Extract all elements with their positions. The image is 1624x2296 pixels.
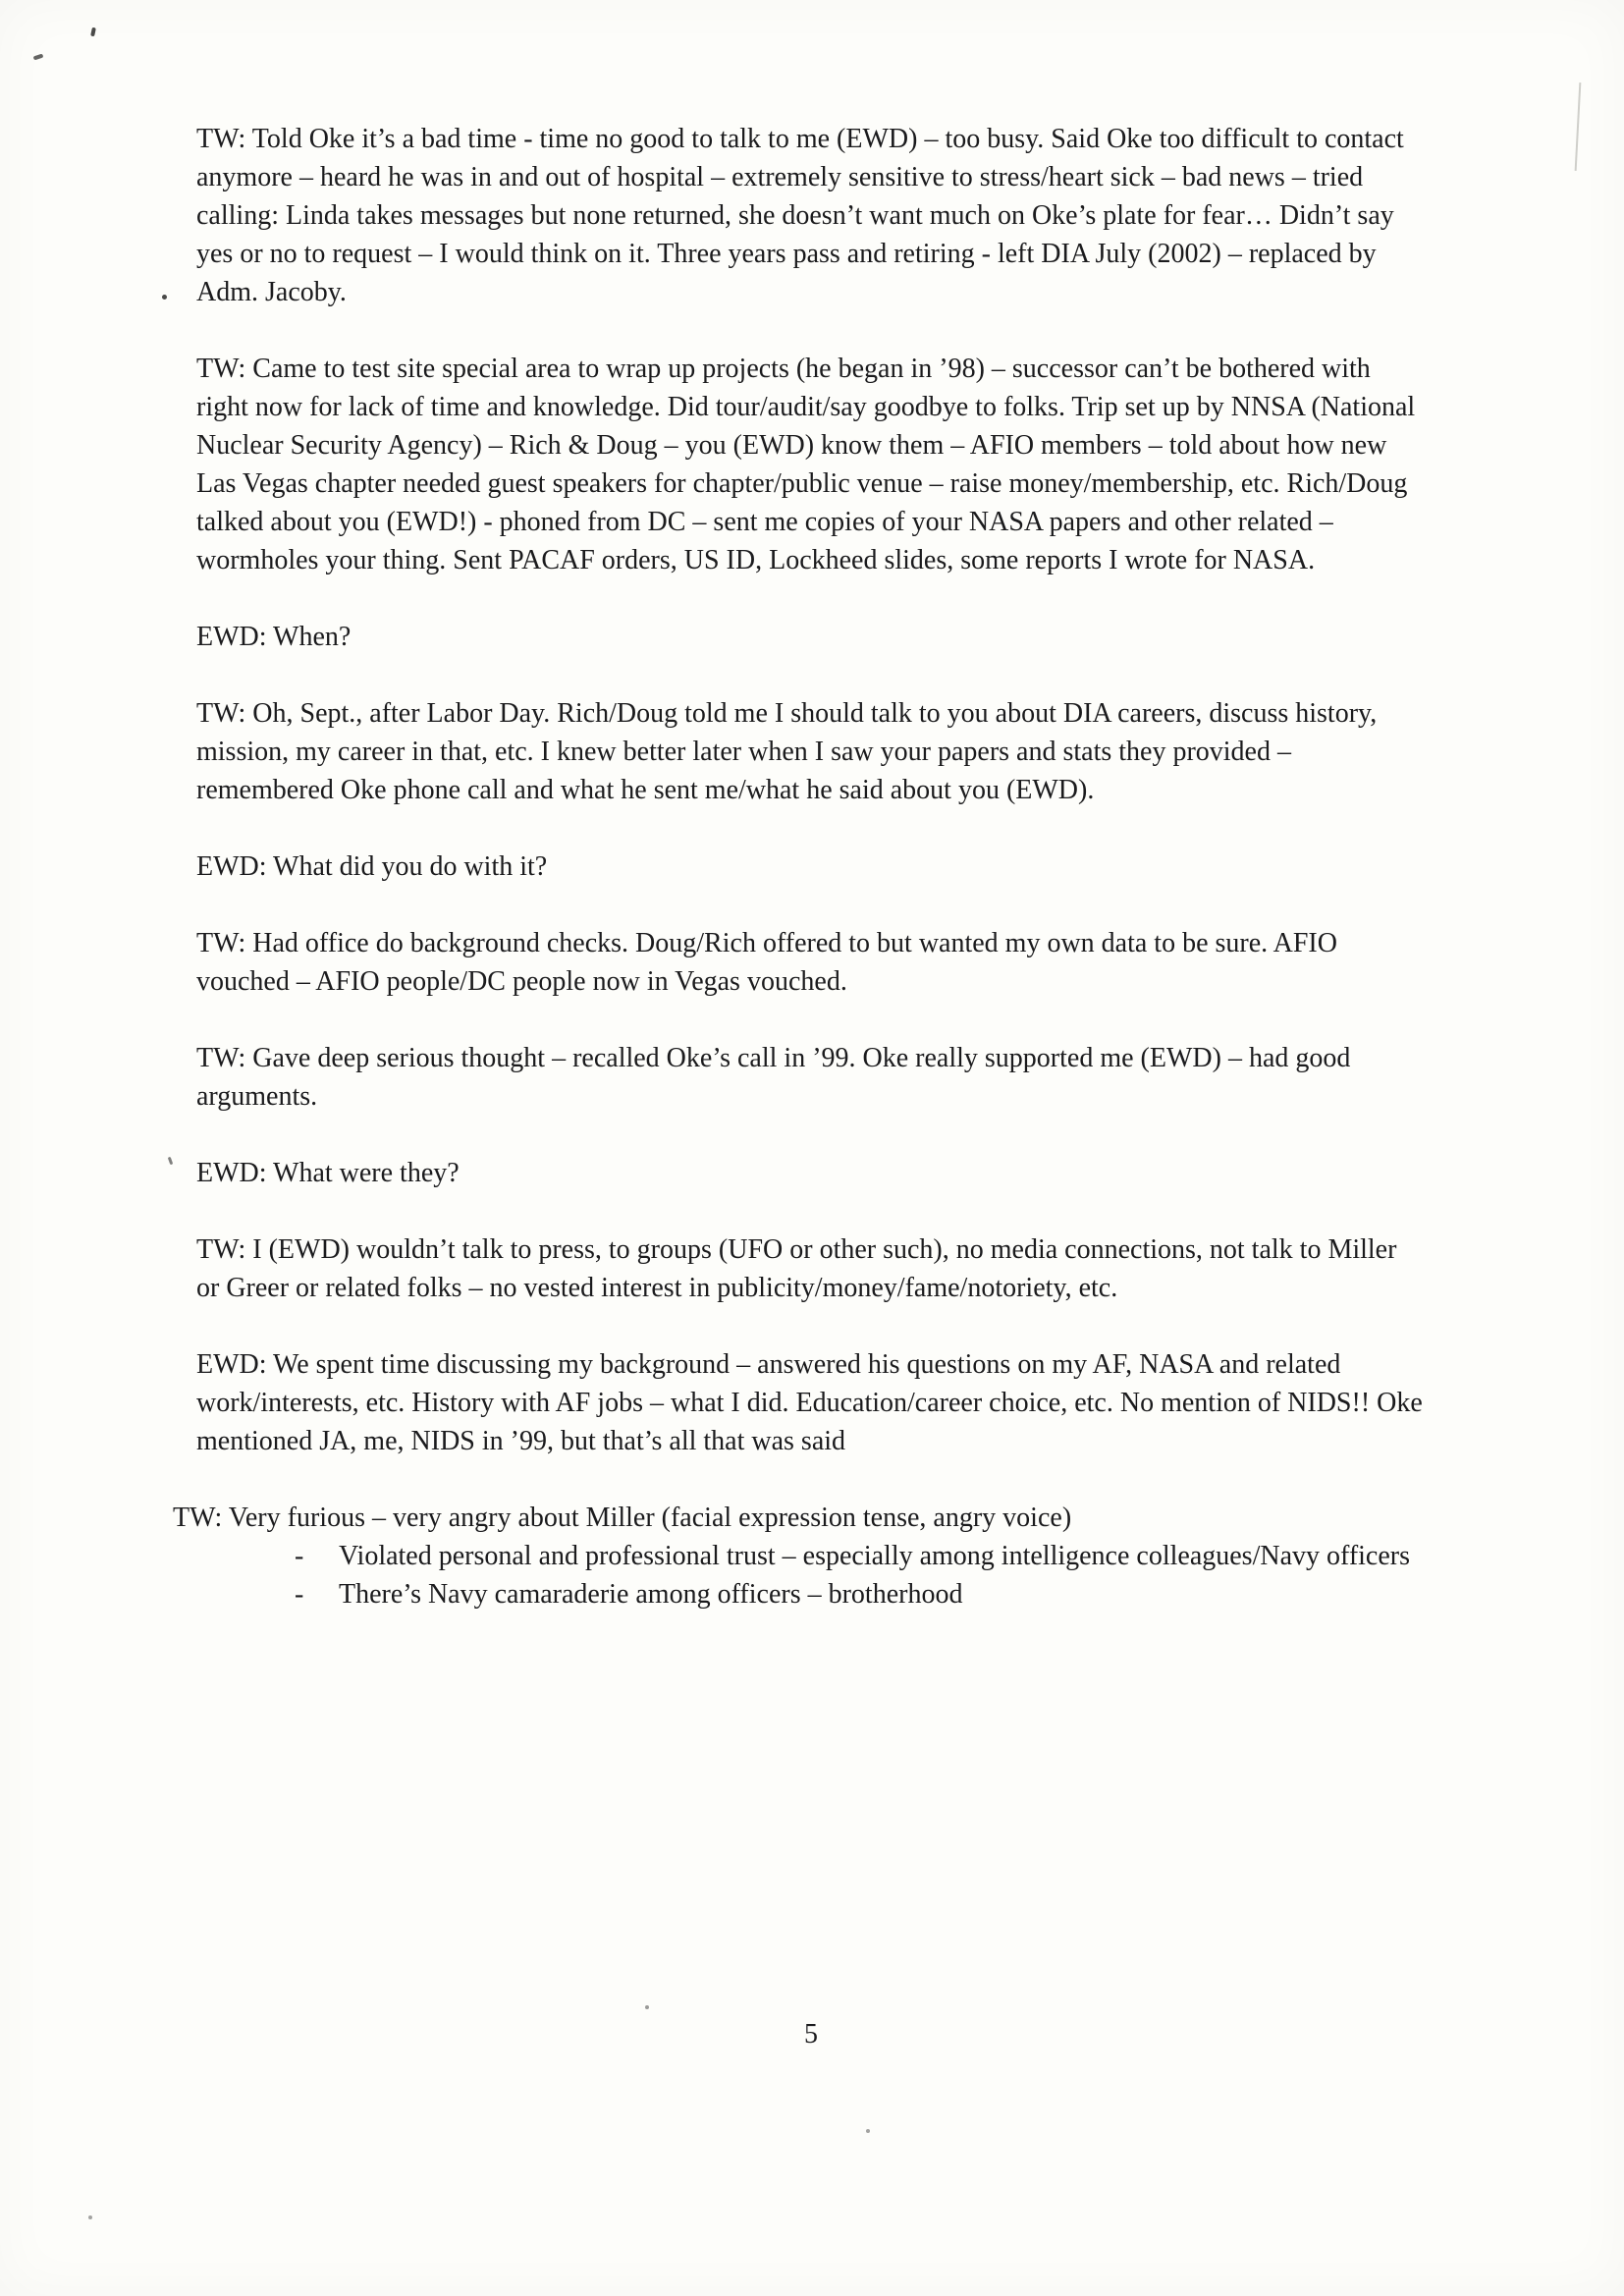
paragraph: TW: Oh, Sept., after Labor Day. Rich/Doug told me I should talk to you about DIA careers, discuss history, mission, my career in that, etc. I knew better later when I saw your papers and stats they provided – remembered Oke phone call and what he sent me/what he said about you (EWD). (196, 698, 1378, 805)
bullet-text: There’s Navy camaraderie among officers – brotherhood (339, 1579, 963, 1610)
paragraph: EWD: What did you do with it? (196, 851, 548, 882)
paragraph: TW: Very furious – very angry about Miller (facial expression tense, angry voice) (173, 1503, 1072, 1533)
list-item (196, 1537, 1426, 1575)
bullet-text: Violated personal and professional trust – especially among intelligence colleagues/Navy officers (339, 1541, 1411, 1571)
bullet-marker: - (295, 1579, 304, 1610)
bullet-list (196, 1537, 1426, 1613)
paragraph: TW: Had office do background checks. Doug/Rich offered to but wanted my own data to be sure. AFIO vouched – AFIO people/DC people now in Vegas vouched. (196, 928, 1337, 997)
paragraph: EWD: What were they? (196, 1158, 460, 1188)
scan-speck (162, 295, 167, 300)
paragraph: TW: Gave deep serious thought – recalled Oke’s call in ’99. Oke really supported me (EWD) – had good arguments. (196, 1043, 1351, 1112)
paragraph: EWD: When? (196, 622, 352, 652)
scan-speck (90, 27, 96, 37)
page-edge-line (1575, 82, 1582, 171)
page-number: 5 (804, 2019, 818, 2050)
scan-speck (88, 2215, 92, 2219)
scan-speck (866, 2129, 870, 2133)
bullet-marker: - (295, 1541, 304, 1571)
scan-speck (33, 54, 44, 61)
paragraph: TW: Came to test site special area to wrap up projects (he began in ’98) – successor can’t be bothered with right now for lack of time and knowledge. Did tour/audit/say goodbye to folks. Trip set up by NNSA (National Nuclear Security Agency) – Rich & Doug – you (EWD) know them – AFIO members – told about how new Las Vegas chapter needed guest speakers for chapter/public venue – raise money/membership, etc. Rich/Doug talked about you (EWD!) - phoned from DC – sent me copies of your NASA papers and other related – wormholes your thing. Sent PACAF orders, US ID, Lockheed slides, some reports I wrote for NASA. (196, 354, 1416, 575)
paragraph: TW: I (EWD) wouldn’t talk to press, to groups (UFO or other such), no media connections, not talk to Miller or Greer or related folks – no vested interest in publicity/money/fame/notoriety, etc. (196, 1234, 1397, 1303)
document-body (173, 120, 1426, 1652)
paragraph: EWD: We spent time discussing my background – answered his questions on my AF, NASA and related work/interests, etc. History with AF jobs – what I did. Education/career choice, etc. No mention of NIDS!! Oke mentioned JA, me, NIDS in ’99, but that’s all that was said (196, 1349, 1423, 1456)
list-item (196, 1575, 1426, 1613)
scan-speck (168, 1157, 174, 1166)
paragraph: TW: Told Oke it’s a bad time - time no good to talk to me (EWD) – too busy. Said Oke too difficult to contact anymore – heard he was in and out of hospital – extremely sensitive to stress/heart sick – bad news – tried calling: Linda takes messages but none returned, she doesn’t want much on Oke’s plate for fear… Didn’t say yes or no to request – I would think on it. Three years pass and retiring - left DIA July (2002) – replaced by Adm. Jacoby. (196, 124, 1404, 307)
scan-speck (645, 2005, 649, 2009)
